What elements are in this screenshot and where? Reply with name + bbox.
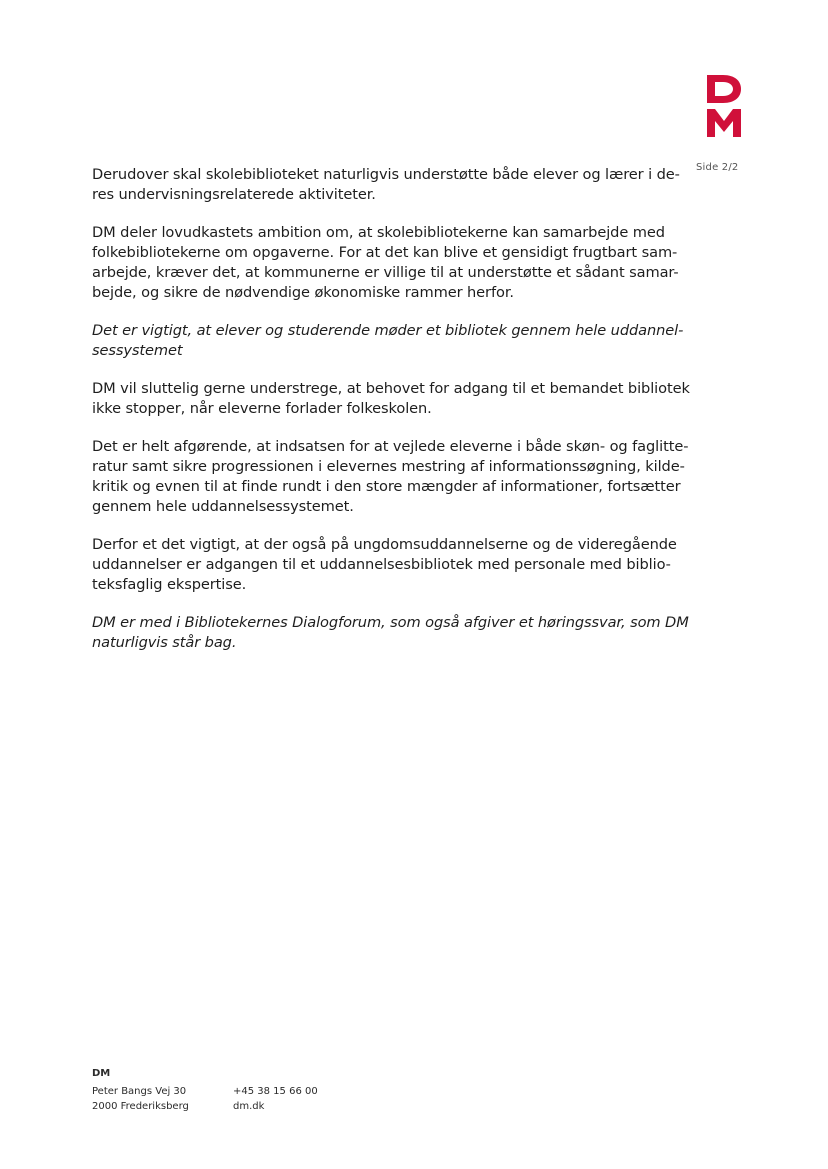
paragraph	[92, 165, 732, 205]
paragraph	[92, 321, 732, 361]
paragraph-line: ratur samt sikre progressionen i elevernes mestring af informationssøgning, kilde-	[92, 458, 685, 475]
paragraph	[92, 613, 732, 653]
paragraph-line: sessystemet	[92, 342, 183, 359]
paragraph-line: Det er vigtigt, at elever og studerende møder et bibliotek gennem hele uddannel-	[92, 322, 684, 339]
footer-address	[92, 1084, 233, 1114]
paragraph-line: arbejde, kræver det, at kommunerne er villige til at understøtte et sådant samar-	[92, 264, 679, 281]
page-number: Side 2/2	[696, 162, 739, 173]
footer-address-city: 2000 Frederiksberg	[92, 1101, 189, 1112]
paragraph-line: folkebibliotekerne om opgaverne. For at det kan blive et gensidigt frugtbart sam-	[92, 244, 678, 261]
paragraph-line: naturligvis står bag.	[92, 634, 237, 651]
paragraph-line: uddannelser er adgangen til et uddannelsesbibliotek med personale med biblio-	[92, 556, 671, 573]
paragraph-line: Derfor et det vigtigt, at der også på ungdomsuddannelserne og de videregående	[92, 536, 677, 553]
paragraph-line: DM deler lovudkastets ambition om, at skolebibliotekerne kan samarbejde med	[92, 224, 665, 241]
footer-org-name: DM	[92, 1068, 111, 1079]
paragraph	[92, 223, 732, 303]
footer-phone: +45 38 15 66 00	[233, 1086, 318, 1097]
paragraph-line: kritik og evnen til at finde rundt i den store mængder af informationer, fortsætter	[92, 478, 681, 495]
footer	[92, 1066, 353, 1114]
paragraph-line: res undervisningsrelaterede aktiviteter.	[92, 186, 376, 203]
paragraph-line: gennem hele uddannelsessystemet.	[92, 498, 354, 515]
paragraph-line: DM er med i Bibliotekernes Dialogforum, som også afgiver et høringssvar, som DM	[92, 614, 689, 631]
footer-website[interactable]: dm.dk	[233, 1101, 265, 1112]
paragraph	[92, 437, 732, 517]
letter-body	[92, 165, 732, 671]
paragraph-line: teksfaglig ekspertise.	[92, 576, 247, 593]
dm-logo-mark-icon	[707, 75, 741, 137]
paragraph	[92, 535, 732, 595]
paragraph-line: bejde, og sikre de nødvendige økonomiske rammer herfor.	[92, 284, 514, 301]
paragraph-line: Derudover skal skolebiblioteket naturligvis understøtte både elever og lærer i de-	[92, 166, 680, 183]
footer-contact	[233, 1084, 353, 1114]
paragraph	[92, 379, 732, 419]
dm-logo	[707, 75, 741, 137]
paragraph-line: ikke stopper, når eleverne forlader folkeskolen.	[92, 400, 432, 417]
paragraph-line: Det er helt afgørende, at indsatsen for at vejlede eleverne i både skøn- og faglitte-	[92, 438, 689, 455]
paragraph-line: DM vil sluttelig gerne understrege, at behovet for adgang til et bemandet bibliotek	[92, 380, 690, 397]
footer-address-street: Peter Bangs Vej 30	[92, 1086, 187, 1097]
